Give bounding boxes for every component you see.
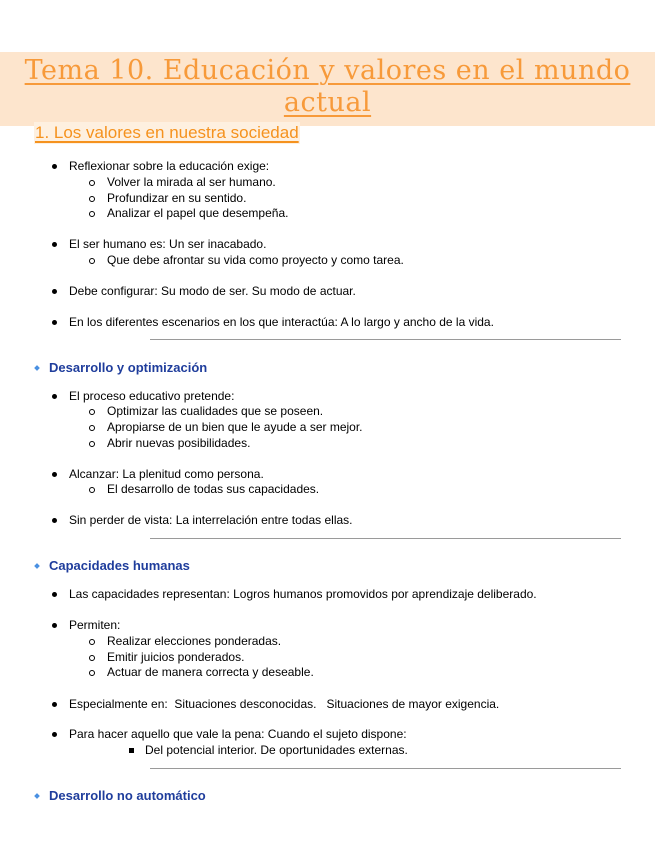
list-item: En los diferentes escenarios en los que interactúa: A lo largo y ancho de la vida. — [69, 315, 494, 330]
bullet-circle-icon — [89, 639, 95, 645]
list-item: Analizar el papel que desempeña. — [107, 206, 288, 221]
bullet-square-icon — [129, 748, 134, 753]
list-item: Reflexionar sobre la educación exige: — [69, 159, 269, 174]
bullet-dot-icon — [52, 164, 57, 169]
list-item: Apropiarse de un bien que le ayude a ser mejor. — [107, 420, 363, 435]
list-item: Optimizar las cualidades que se poseen. — [107, 404, 323, 419]
section-heading-desarrollo: Desarrollo y optimización — [34, 360, 207, 375]
horizontal-rule — [150, 339, 621, 340]
bullet-circle-icon — [89, 409, 95, 415]
list-item: Abrir nuevas posibilidades. — [107, 436, 250, 451]
list-item: Sin perder de vista: La interrelación entre todas ellas. — [69, 513, 353, 528]
bullet-dot-icon — [52, 289, 57, 294]
bullet-dot-icon — [52, 242, 57, 247]
list-item: Realizar elecciones ponderadas. — [107, 634, 281, 649]
section-heading-capacidades: Capacidades humanas — [34, 558, 190, 573]
bullet-circle-icon — [89, 211, 95, 217]
list-item: Permiten: — [69, 618, 120, 633]
list-item: Que debe afrontar su vida como proyecto y como tarea. — [107, 253, 404, 268]
section-heading-no-automatico: Desarrollo no automático — [34, 788, 206, 803]
list-item: Alcanzar: La plenitud como persona. — [69, 467, 264, 482]
bullet-dot-icon — [52, 732, 57, 737]
bullet-dot-icon — [52, 472, 57, 477]
bullet-circle-icon — [89, 487, 95, 493]
section-heading-valores: 1. Los valores en nuestra sociedad — [35, 123, 299, 142]
list-item: Las capacidades representan: Logros humanos promovidos por aprendizaje deliberado. — [69, 587, 537, 602]
list-item: Especialmente en: Situaciones desconocidas. Situaciones de mayor exigencia. — [69, 697, 499, 712]
bullet-circle-icon — [89, 196, 95, 202]
bullet-circle-icon — [89, 441, 95, 447]
bullet-circle-icon — [89, 258, 95, 264]
list-item: Debe configurar: Su modo de ser. Su modo de actuar. — [69, 284, 356, 299]
bullet-dot-icon — [52, 320, 57, 325]
list-item: Profundizar en su sentido. — [107, 191, 246, 206]
diamond-bullet-icon — [34, 563, 40, 569]
bullet-circle-icon — [89, 425, 95, 431]
document-title: Tema 10. Educación y valores en el mundo actual — [0, 52, 655, 126]
diamond-bullet-icon — [34, 793, 40, 799]
title-container — [0, 52, 655, 126]
list-item: Volver la mirada al ser humano. — [107, 175, 276, 190]
list-item: El ser humano es: Un ser inacabado. — [69, 237, 266, 252]
bullet-circle-icon — [89, 180, 95, 186]
horizontal-rule — [150, 538, 621, 539]
bullet-circle-icon — [89, 655, 95, 661]
list-item: Actuar de manera correcta y deseable. — [107, 665, 314, 680]
list-item: El proceso educativo pretende: — [69, 389, 234, 404]
diamond-bullet-icon — [34, 365, 40, 371]
list-item: Del potencial interior. De oportunidades externas. — [145, 743, 408, 758]
list-item: Emitir juicios ponderados. — [107, 650, 244, 665]
bullet-circle-icon — [89, 670, 95, 676]
bullet-dot-icon — [52, 518, 57, 523]
bullet-dot-icon — [52, 394, 57, 399]
list-item: Para hacer aquello que vale la pena: Cuando el sujeto dispone: — [69, 727, 407, 742]
bullet-dot-icon — [52, 702, 57, 707]
list-item: El desarrollo de todas sus capacidades. — [107, 482, 319, 497]
bullet-dot-icon — [52, 592, 57, 597]
bullet-dot-icon — [52, 623, 57, 628]
horizontal-rule — [150, 768, 621, 769]
